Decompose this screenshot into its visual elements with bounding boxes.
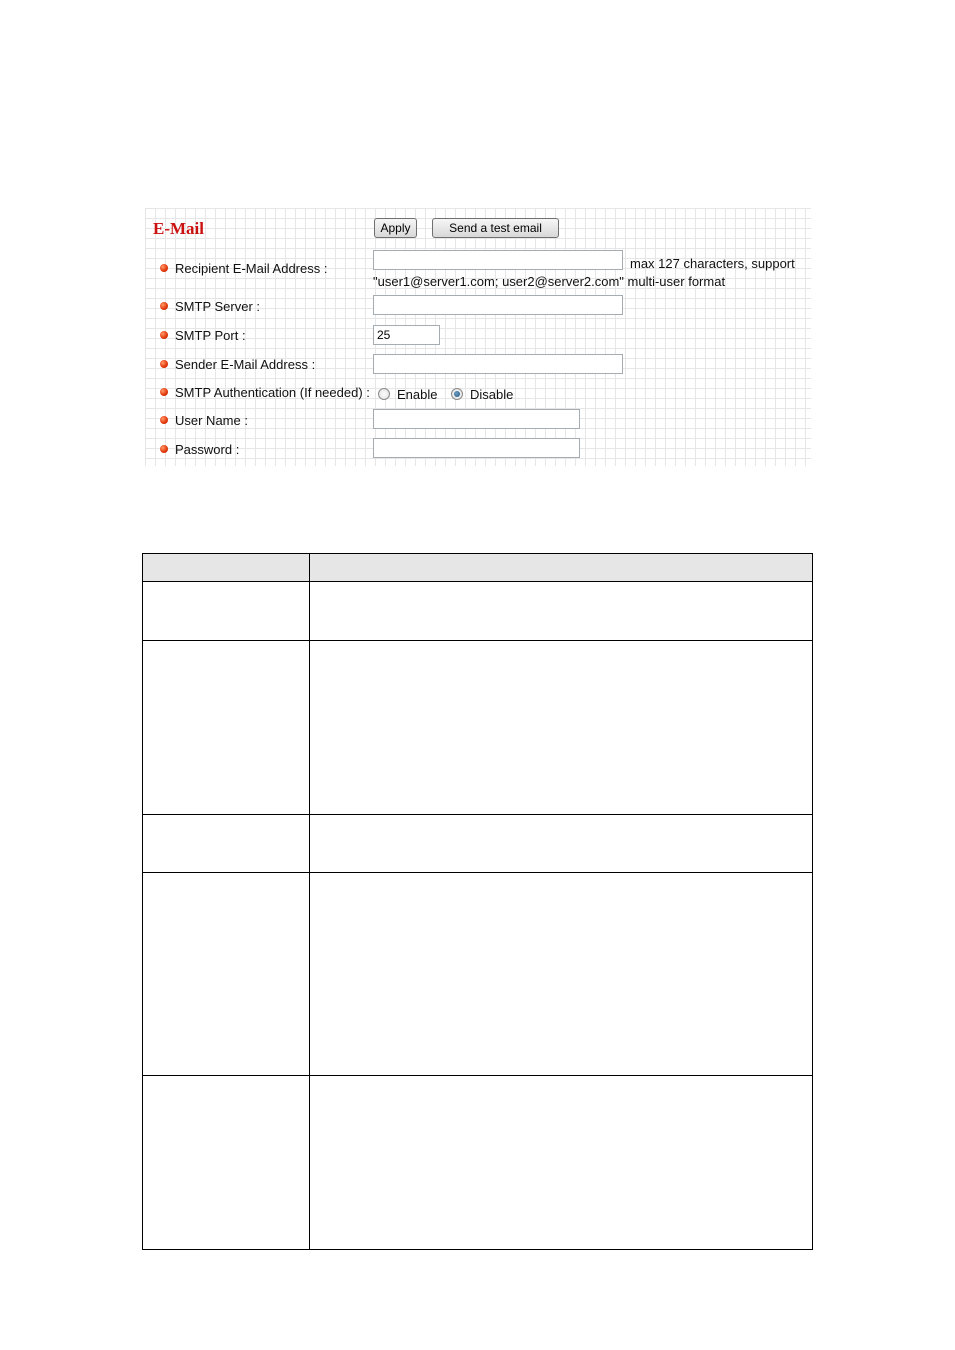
password-input[interactable] — [373, 438, 580, 458]
bullet-icon — [160, 302, 168, 310]
recipient-label: Recipient E-Mail Address : — [175, 261, 328, 276]
smtp-port-label: SMTP Port : — [175, 328, 246, 343]
auth-disable-label: Disable — [470, 387, 514, 402]
table-row — [143, 873, 813, 1076]
table-row — [143, 815, 813, 873]
auth-disable-radio[interactable] — [451, 388, 463, 400]
table-cell — [143, 815, 310, 873]
recipient-hint-line1: max 127 characters, support — [630, 256, 795, 271]
auth-enable-label: Enable — [397, 387, 438, 402]
recipient-hint-line2: "user1@server1.com; user2@server2.com" multi-user format — [373, 274, 726, 289]
apply-button[interactable]: Apply — [374, 218, 417, 238]
password-label: Password : — [175, 442, 240, 457]
bullet-icon — [160, 360, 168, 368]
user-name-input[interactable] — [373, 409, 580, 429]
sender-email-label: Sender E-Mail Address : — [175, 357, 316, 372]
table-header-cell — [310, 554, 813, 582]
recipient-email-input[interactable] — [373, 250, 623, 270]
email-settings-panel — [145, 208, 811, 466]
table-row — [143, 1076, 813, 1250]
bullet-icon — [160, 416, 168, 424]
table-cell — [310, 815, 813, 873]
send-test-email-button[interactable]: Send a test email — [432, 218, 559, 238]
table-cell — [143, 1076, 310, 1250]
smtp-server-label: SMTP Server : — [175, 299, 261, 314]
panel-title: E-Mail — [153, 219, 204, 238]
table-cell — [310, 641, 813, 815]
bullet-icon — [160, 388, 168, 396]
table-cell — [310, 582, 813, 641]
table-cell — [143, 582, 310, 641]
table-cell — [310, 873, 813, 1076]
table-header-cell — [143, 554, 310, 582]
table-cell — [143, 641, 310, 815]
table-cell — [310, 1076, 813, 1250]
table-row — [143, 641, 813, 815]
table-cell — [143, 873, 310, 1076]
table-row — [143, 582, 813, 641]
user-name-label: User Name : — [175, 413, 248, 428]
description-table — [142, 553, 813, 1250]
smtp-server-input[interactable] — [373, 295, 623, 315]
sender-email-input[interactable] — [373, 354, 623, 374]
bullet-icon — [160, 445, 168, 453]
bullet-icon — [160, 331, 168, 339]
bullet-icon — [160, 264, 168, 272]
smtp-port-input[interactable] — [373, 325, 440, 345]
auth-enable-radio[interactable] — [378, 388, 390, 400]
smtp-auth-label: SMTP Authentication (If needed) : — [175, 385, 370, 400]
table-header-row — [143, 554, 813, 582]
